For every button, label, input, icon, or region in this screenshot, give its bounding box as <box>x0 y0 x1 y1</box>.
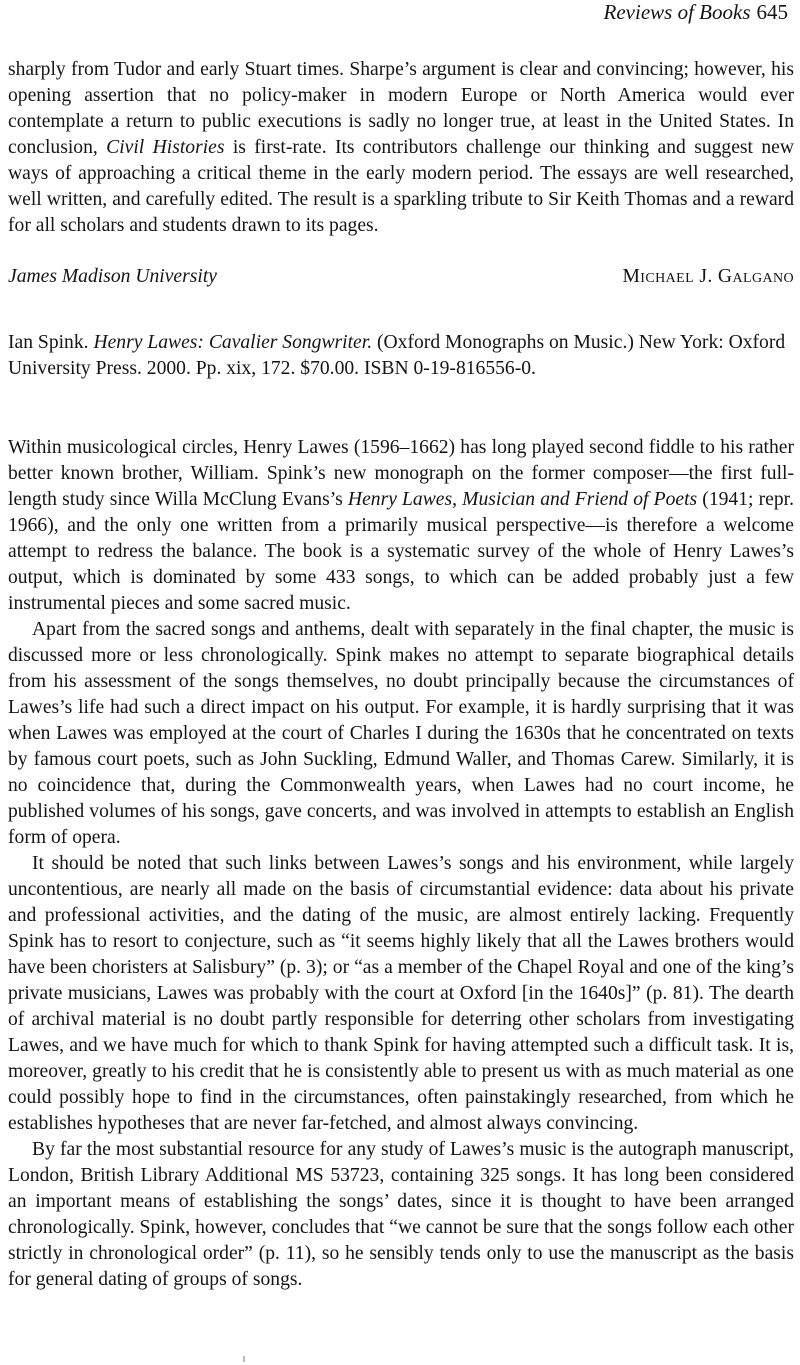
print-mark <box>243 1356 245 1362</box>
citation-author: Ian Spink. <box>8 332 94 353</box>
previous-review-ending <box>8 57 794 239</box>
review-paragraph-4: By far the most substantial resource for any study of Lawes’s music is the autograph manuscript, London, British Library Additional MS 53723, containing 325 songs. It has long been considered an important means of establishing the songs’ dates, since it is thought to have been arranged chronologically. Spink, however, concludes that “we cannot be sure that the songs follow each other strictly in chronological order” (p. 11), so he sensibly tends only to use the manuscript as the basis for general dating of groups of songs. <box>8 1139 794 1290</box>
paragraph-1-book-title: Henry Lawes, Musician and Friend of Poets <box>347 489 698 510</box>
previous-review-text-1: sharply from Tudor and early Stuart times. Sharpe’s argument is clear and convincing; however, his opening assertion that no policy-maker in modern Europe or North America would ever contemplate a return to public executions is sadly no longer true, at least in the United States. In conclusion, <box>8 59 794 158</box>
citation-title: Henry Lawes: Cavalier Songwriter. <box>93 332 373 353</box>
running-head <box>604 0 788 24</box>
previous-review-paragraph <box>8 57 794 239</box>
reviewer-name: Michael J. Galgano <box>622 266 794 287</box>
review-signature <box>8 264 794 290</box>
review-paragraph-2: Apart from the sacred songs and anthems, dealt with separately in the final chapter, the music is discussed more or less chronologically. Spink makes no attempt to separate biographical details from his assessment of the songs themselves, no doubt principally because the circumstances of Lawes’s life had such a direct impact on his output. For example, it is hardly surprising that it was when Lawes was employed at the court of Charles I during the 1630s that he concentrated on texts by famous court poets, such as John Suckling, Edmund Waller, and Thomas Carew. Similarly, it is no coincidence that, during the Commonwealth years, when Lawes had no court income, he published volumes of his songs, gave concerts, and was involved in attempts to establish an English form of opera. <box>8 619 794 848</box>
review-paragraph-3: It should be noted that such links between Lawes’s songs and his environment, while largely uncontentious, are nearly all made on the basis of circumstantial evidence: data about his private and professional activities, and the dating of the music, are almost entirely lacking. Frequently Spink has to resort to conjecture, such as “it seems highly likely that all the Lawes brothers would have been choristers at Salisbury” (p. 3); or “as a member of the Chapel Royal and one of the king’s private musicians, Lawes was probably with the court at Oxford [in the 1640s]” (p. 81). The dearth of archival material is no doubt partly responsible for deterring other scholars from investigating Lawes, and we have much for which to thank Spink for having attempted such a difficult task. It is, moreover, greatly to his credit that he is consistently able to present us with as much material as one could possibly hope to find in the circumstances, often painstakingly researched, from which he establishes hypotheses that are never far-fetched, and almost always convincing. <box>8 853 794 1134</box>
reviewer-institution: James Madison University <box>8 266 217 287</box>
review-paragraph-1 <box>8 435 794 617</box>
review-body <box>8 435 794 1293</box>
book-citation <box>8 330 794 382</box>
running-head-title: Reviews of Books <box>603 0 751 24</box>
previous-review-book-title: Civil Histories <box>106 137 225 158</box>
previous-review-text-2: is first-rate. Its contributors challenge our thinking and suggest new ways of approaching a critical theme in the early modern period. The essays are well researched, well written, and carefully edited. The result is a sparkling tribute to Sir Keith Thomas and a reward for all scholars and students drawn to its pages. <box>8 137 794 236</box>
citation-line <box>8 330 794 382</box>
citation-details: (Oxford Monographs on Music.) New York: Oxford University Press. 2000. Pp. xix, 172. $70.00. ISBN 0-19-816556-0. <box>8 332 786 379</box>
page-number: 645 <box>756 0 788 24</box>
paragraph-1-text-a: Within musicological circles, Henry Lawes (1596–1662) has long played second fiddle to his rather better known brother, William. Spink’s new monograph on the former composer—the first full-length study since Willa McClung Evans’s <box>8 437 794 510</box>
paragraph-1-text-b: (1941; repr. 1966), and the only one written from a primarily musical perspective—is therefore a welcome attempt to redress the balance. The book is a systematic survey of the whole of Henry Lawes’s output, which is dominated by some 433 songs, to which can be added probably just a few instrumental pieces and some sacred music. <box>8 489 794 614</box>
